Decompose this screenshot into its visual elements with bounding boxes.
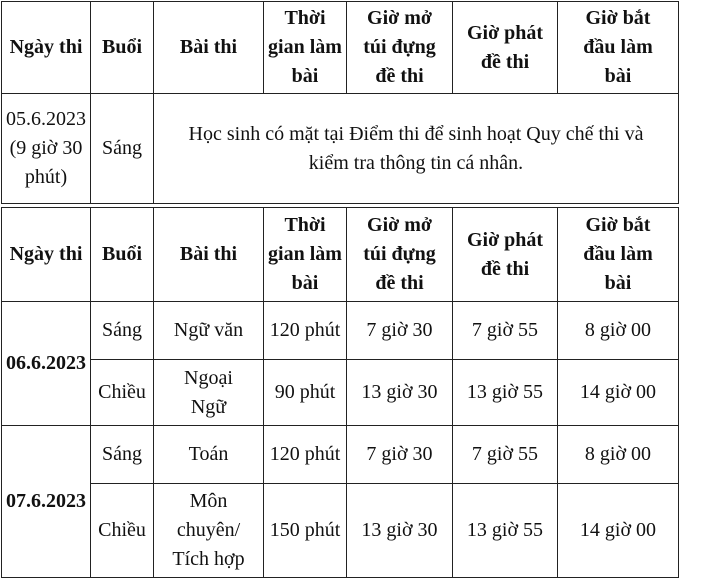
row-duration: 150 phút xyxy=(264,484,347,578)
day-date: 06.6.2023 xyxy=(2,302,91,426)
row-subject: Toán xyxy=(154,426,264,484)
row-hand-out-time: 13 giờ 55 xyxy=(453,484,558,578)
row-hand-out-time: 7 giờ 55 xyxy=(453,302,558,360)
intro-date: 05.6.2023 (9 giờ 30 phút) xyxy=(2,94,91,204)
header-subject: Bài thi xyxy=(154,2,264,94)
intro-session: Sáng xyxy=(91,94,154,204)
row-session: Sáng xyxy=(91,426,154,484)
header-session: Buổi xyxy=(91,2,154,94)
table-row xyxy=(2,360,679,426)
intro-row xyxy=(2,94,679,204)
row-start-time: 14 giờ 00 xyxy=(558,484,679,578)
schedule-table xyxy=(1,207,679,578)
row-duration: 120 phút xyxy=(264,426,347,484)
table-row xyxy=(2,426,679,484)
header-row xyxy=(2,208,679,302)
row-start-time: 8 giờ 00 xyxy=(558,302,679,360)
header-row xyxy=(2,2,679,94)
intro-note: Học sinh có mặt tại Điểm thi để sinh hoạt Quy chế thi và kiểm tra thông tin cá nhân. xyxy=(154,94,679,204)
table-row xyxy=(2,302,679,360)
row-start-time: 8 giờ 00 xyxy=(558,426,679,484)
header-duration: Thời gian làm bài xyxy=(264,2,347,94)
row-subject: Ngữ văn xyxy=(154,302,264,360)
header-date: Ngày thi xyxy=(2,2,91,94)
row-open-time: 13 giờ 30 xyxy=(347,360,453,426)
header-subject: Bài thi xyxy=(154,208,264,302)
row-start-time: 14 giờ 00 xyxy=(558,360,679,426)
header-open-envelope: Giờ mở túi đựng đề thi xyxy=(347,2,453,94)
header-date: Ngày thi xyxy=(2,208,91,302)
row-session: Chiều xyxy=(91,360,154,426)
header-start: Giờ bắt đầu làm bài xyxy=(558,208,679,302)
row-subject: Ngoại Ngữ xyxy=(154,360,264,426)
row-subject: Môn chuyên/ Tích hợp xyxy=(154,484,264,578)
header-hand-out: Giờ phát đề thi xyxy=(453,208,558,302)
header-hand-out: Giờ phát đề thi xyxy=(453,2,558,94)
row-session: Sáng xyxy=(91,302,154,360)
day-date: 07.6.2023 xyxy=(2,426,91,578)
row-hand-out-time: 7 giờ 55 xyxy=(453,426,558,484)
row-open-time: 7 giờ 30 xyxy=(347,302,453,360)
row-session: Chiều xyxy=(91,484,154,578)
row-duration: 120 phút xyxy=(264,302,347,360)
intro-table xyxy=(1,1,679,204)
row-open-time: 13 giờ 30 xyxy=(347,484,453,578)
row-open-time: 7 giờ 30 xyxy=(347,426,453,484)
table-row xyxy=(2,484,679,578)
header-duration: Thời gian làm bài xyxy=(264,208,347,302)
row-duration: 90 phút xyxy=(264,360,347,426)
header-session: Buổi xyxy=(91,208,154,302)
row-hand-out-time: 13 giờ 55 xyxy=(453,360,558,426)
header-open-envelope: Giờ mở túi đựng đề thi xyxy=(347,208,453,302)
header-start: Giờ bắt đầu làm bài xyxy=(558,2,679,94)
